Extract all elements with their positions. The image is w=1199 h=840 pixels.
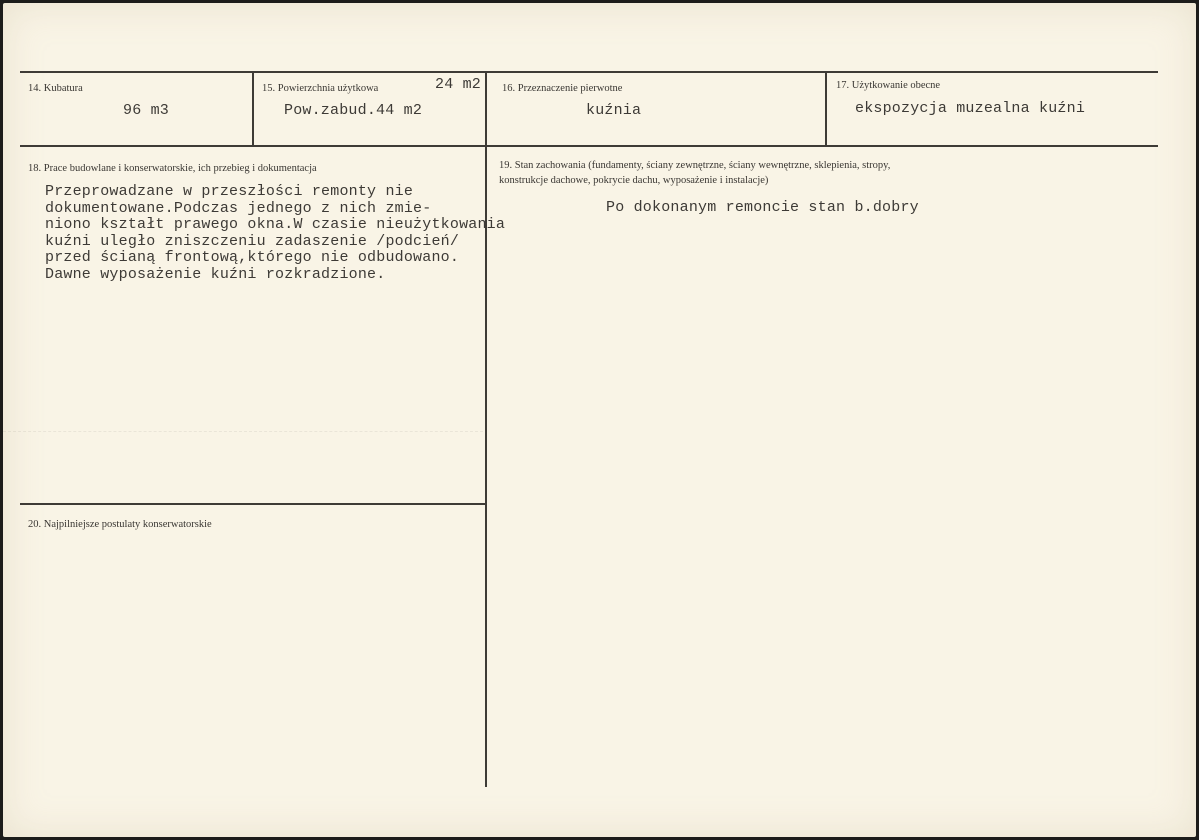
field-18-line: Dawne wyposażenie kuźni rozkradzione.	[45, 265, 386, 283]
col-divider-15-16	[485, 71, 487, 787]
field-18-line: kuźni uległo zniszczeniu zadaszenie /podcień/	[45, 232, 460, 250]
field-18-line: dokumentowane.Podczas jednego z nich zmie-	[45, 199, 432, 217]
field-15-value: 24 m2	[435, 76, 482, 93]
field-14-label: 14. Kubatura	[28, 83, 83, 94]
field-18-line: przed ścianą frontową,którego nie odbudowano.	[45, 249, 460, 266]
field-16-value: kuźnia	[586, 102, 642, 119]
section-18-bottom-rule	[20, 503, 487, 505]
field-20-label: 20. Najpilniejsze postulaty konserwatorskie	[28, 519, 212, 530]
row1-rule	[20, 145, 1158, 147]
field-19-label-line1: 19. Stan zachowania (fundamenty, ściany zewnętrzne, ściany wewnętrzne, sklepienia, stropy,	[499, 160, 891, 171]
fold-mark	[3, 431, 483, 433]
record-card	[3, 3, 1196, 837]
col-divider-14-15	[252, 71, 254, 147]
field-15-built-area: Pow.zabud.44 m2	[284, 102, 423, 119]
field-18-label: 18. Prace budowlane i konserwatorskie, ich przebieg i dokumentacja	[28, 163, 317, 174]
top-rule	[20, 71, 1158, 73]
field-18-line: niono kształt prawego okna.W czasie nieużytkowania	[45, 216, 506, 233]
field-17-value: ekspozycja muzealna kuźni	[855, 100, 1086, 117]
field-18-line: Przeprowadzane w przeszłości remonty nie	[45, 183, 414, 200]
field-19-value: Po dokonanym remoncie stan b.dobry	[606, 199, 919, 216]
col-divider-16-17	[825, 71, 827, 147]
field-15-label: 15. Powierzchnia użytkowa	[262, 83, 379, 94]
field-17-label: 17. Użytkowanie obecne	[836, 80, 941, 91]
field-16-label: 16. Przeznaczenie pierwotne	[502, 83, 623, 94]
field-18-text	[45, 184, 505, 283]
field-14-value: 96 m3	[123, 102, 170, 119]
field-19-label-line2: konstrukcje dachowe, pokrycie dachu, wyposażenie i instalacje)	[499, 175, 769, 186]
